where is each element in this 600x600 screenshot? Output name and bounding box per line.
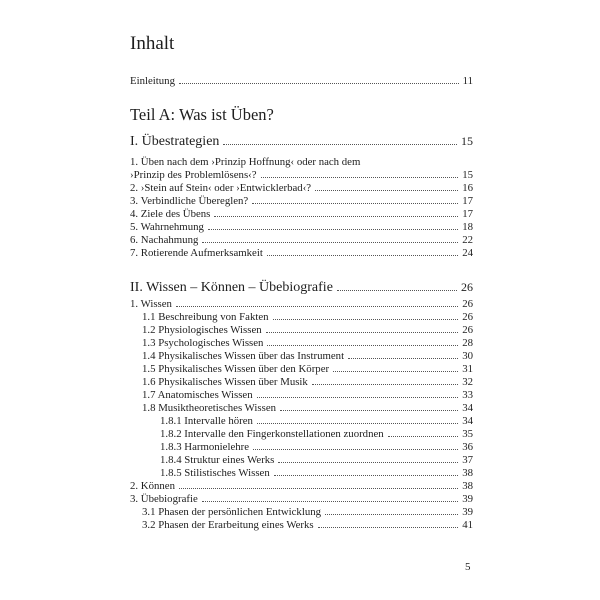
toc-entry bbox=[142, 363, 473, 376]
toc-entry-label: 1.2 Physiologisches Wissen bbox=[142, 324, 262, 336]
page-number: 5 bbox=[465, 561, 471, 573]
toc-chapter-label: II. Wissen – Können – Übebiografie bbox=[130, 280, 333, 295]
toc-entry bbox=[142, 324, 473, 337]
toc-entry bbox=[142, 402, 473, 415]
toc-page-number: 34 bbox=[462, 402, 473, 414]
toc-entry bbox=[160, 441, 473, 454]
toc-entry-intro bbox=[130, 75, 473, 88]
toc-page-number: 28 bbox=[462, 337, 473, 349]
toc-entry bbox=[130, 480, 473, 493]
toc-entry bbox=[142, 376, 473, 389]
toc-entry-label: 2. Können bbox=[130, 480, 175, 492]
toc-entry-label: 1.8.2 Intervalle den Fingerkonstellationen zuordnen bbox=[160, 428, 384, 440]
leader-dots bbox=[179, 488, 458, 489]
leader-dots bbox=[176, 306, 458, 307]
toc-entry bbox=[130, 208, 473, 221]
toc-page-number: 38 bbox=[462, 480, 473, 492]
toc-chapter-1 bbox=[130, 133, 473, 150]
toc-page-number: 36 bbox=[462, 441, 473, 453]
leader-dots bbox=[267, 255, 458, 256]
leader-dots bbox=[388, 436, 459, 437]
leader-dots bbox=[257, 423, 458, 424]
toc-page-number: 33 bbox=[462, 389, 473, 401]
toc-entry-label: 3. Übebiografie bbox=[130, 493, 198, 505]
toc-page-number: 18 bbox=[462, 221, 473, 233]
toc-page-number: 26 bbox=[461, 280, 473, 294]
toc-entry-label: 1.8.4 Struktur eines Werks bbox=[160, 454, 275, 466]
leader-dots bbox=[223, 144, 457, 145]
leader-dots bbox=[261, 177, 459, 178]
toc-entry-label: 1.8.5 Stilistisches Wissen bbox=[160, 467, 270, 479]
toc-entry-label: 6. Nachahmung bbox=[130, 234, 199, 246]
toc-entry bbox=[142, 311, 473, 324]
toc-page-number: 37 bbox=[462, 454, 473, 466]
toc-entry bbox=[130, 234, 473, 247]
leader-dots bbox=[348, 358, 458, 359]
leader-dots bbox=[202, 501, 458, 502]
toc-entry bbox=[160, 428, 473, 441]
toc-page-number: 24 bbox=[462, 247, 473, 259]
toc-page-number: 32 bbox=[462, 376, 473, 388]
toc-entry-label: 1.7 Anatomisches Wissen bbox=[142, 389, 253, 401]
toc-page-number: 39 bbox=[462, 493, 473, 505]
leader-dots bbox=[257, 397, 459, 398]
toc-entry-label: 3. Verbindliche Übereglen? bbox=[130, 195, 249, 207]
toc-entry-label: 1. Wissen bbox=[130, 298, 172, 310]
toc-entry bbox=[160, 467, 473, 480]
toc-page-number: 26 bbox=[462, 298, 473, 310]
toc-page-number: 17 bbox=[462, 195, 473, 207]
toc-entry bbox=[130, 493, 473, 506]
toc-entry bbox=[130, 182, 473, 195]
toc-entry bbox=[160, 454, 473, 467]
toc-entry-label: 1.6 Physikalisches Wissen über Musik bbox=[142, 376, 308, 388]
leader-dots bbox=[273, 319, 459, 320]
toc-entry bbox=[142, 350, 473, 363]
leader-dots bbox=[266, 332, 459, 333]
toc-entry bbox=[142, 506, 473, 519]
toc-entry-label: 3.1 Phasen der persönlichen Entwicklung bbox=[142, 506, 322, 518]
toc-entry-label: 5. Wahrnehmung bbox=[130, 221, 204, 233]
toc-entry-label: Einleitung bbox=[130, 75, 175, 87]
leader-dots bbox=[312, 384, 458, 385]
leader-dots bbox=[333, 371, 458, 372]
toc-entry bbox=[142, 519, 473, 532]
leader-dots bbox=[337, 290, 457, 291]
toc-page-number: 41 bbox=[462, 519, 473, 531]
toc-entry bbox=[130, 169, 473, 182]
leader-dots bbox=[278, 462, 458, 463]
toc-entry-label: 1.8.1 Intervalle hören bbox=[160, 415, 253, 427]
toc-chapter-label: I. Übestrategien bbox=[130, 134, 220, 149]
toc-page-number: 15 bbox=[461, 134, 473, 148]
leader-dots bbox=[214, 216, 458, 217]
toc-entry bbox=[130, 247, 473, 260]
toc-entry-label: 1.8 Musiktheoretisches Wissen bbox=[142, 402, 277, 414]
leader-dots bbox=[274, 475, 458, 476]
toc-entry-label: 1.5 Physikalisches Wissen über den Körper bbox=[142, 363, 330, 375]
toc-entry-label: 3.2 Phasen der Erarbeitung eines Werks bbox=[142, 519, 314, 531]
toc-entry-label: 4. Ziele des Übens bbox=[130, 208, 211, 220]
toc-page-number: 26 bbox=[462, 311, 473, 323]
leader-dots bbox=[318, 527, 459, 528]
toc-page-number: 35 bbox=[462, 428, 473, 440]
toc-page-number: 34 bbox=[462, 415, 473, 427]
toc-entry-label: ›Prinzip des Problemlösens‹? bbox=[130, 169, 257, 181]
toc-page-number: 16 bbox=[462, 182, 473, 194]
toc-entry bbox=[130, 221, 473, 234]
leader-dots bbox=[253, 449, 458, 450]
toc-entry-label: 1.1 Beschreibung von Fakten bbox=[142, 311, 269, 323]
toc-page-number: 30 bbox=[462, 350, 473, 362]
toc-entry bbox=[160, 415, 473, 428]
leader-dots bbox=[280, 410, 458, 411]
toc-entry bbox=[142, 389, 473, 402]
toc-entry-label: 1.4 Physikalisches Wissen über das Instrument bbox=[142, 350, 345, 362]
toc-page-number: 26 bbox=[462, 324, 473, 336]
leader-dots bbox=[179, 83, 459, 84]
toc-chapter-2 bbox=[130, 279, 473, 296]
toc-page-number: 39 bbox=[462, 506, 473, 518]
toc-page-number: 15 bbox=[462, 169, 473, 181]
leader-dots bbox=[325, 514, 458, 515]
toc-page-number: 38 bbox=[462, 467, 473, 479]
leader-dots bbox=[252, 203, 458, 204]
toc-page-number: 31 bbox=[462, 363, 473, 375]
toc-entry-label: 2. ›Stein auf Stein‹ oder ›Entwicklerbad‹? bbox=[130, 182, 312, 194]
leader-dots bbox=[208, 229, 458, 230]
toc-page-number: 17 bbox=[462, 208, 473, 220]
toc-entry-label-line1: 1. Üben nach dem ›Prinzip Hoffnung‹ oder nach dem bbox=[130, 156, 361, 168]
leader-dots bbox=[315, 190, 458, 191]
toc-page-number: 22 bbox=[462, 234, 473, 246]
toc-entry bbox=[130, 298, 473, 311]
toc-entry bbox=[130, 195, 473, 208]
toc-entry-label: 1.8.3 Harmonielehre bbox=[160, 441, 250, 453]
toc-page-number: 11 bbox=[462, 75, 473, 87]
toc-entry bbox=[142, 337, 473, 350]
part-heading: Teil A: Was ist Üben? bbox=[130, 105, 274, 124]
page-title: Inhalt bbox=[130, 33, 175, 54]
toc-entry-label: 1.3 Psychologisches Wissen bbox=[142, 337, 264, 349]
leader-dots bbox=[202, 242, 458, 243]
leader-dots bbox=[267, 345, 458, 346]
toc-entry-label: 7. Rotierende Aufmerksamkeit bbox=[130, 247, 263, 259]
